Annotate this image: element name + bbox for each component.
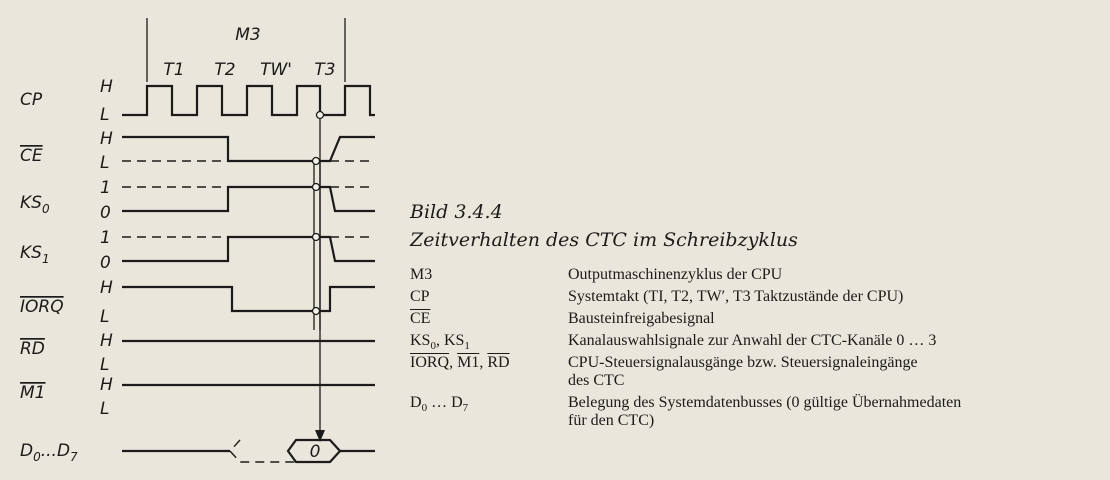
data-bus-undefined <box>230 440 296 462</box>
legend <box>410 266 1100 434</box>
legend-desc: Bausteinfreigabesignal <box>568 310 715 327</box>
state-t3: T3 <box>314 60 336 80</box>
state-t2: T2 <box>214 60 236 80</box>
legend-row-cp <box>410 288 1100 306</box>
cp-waveform <box>122 86 375 115</box>
signal-m1-label: M1 <box>20 383 46 403</box>
state-tw: TW' <box>260 60 292 80</box>
legend-desc: Belegung des Systemdatenbusses (0 gültige Übernahmedaten für den CTC) <box>568 394 962 429</box>
m1-level-low: L <box>100 399 110 419</box>
signal-cp-label: CP <box>20 90 43 110</box>
legend-desc: CPU-Steuersignalausgänge bzw. Steuersignaleingänge des CTC <box>568 354 918 389</box>
ks1-level-1: 1 <box>100 228 111 248</box>
ks0-sample-mark <box>313 184 320 191</box>
rd-level-high: H <box>100 331 113 351</box>
cp-level-low: L <box>100 105 110 125</box>
signal-iorq-label: IORQ <box>20 297 64 317</box>
legend-term: CP <box>410 288 430 305</box>
ce-level-low: L <box>100 153 110 173</box>
legend-term: M3 <box>410 266 433 283</box>
legend-row-ce <box>410 310 1100 328</box>
data-bus-value: 0 <box>309 442 321 462</box>
legend-row-m3 <box>410 266 1100 284</box>
legend-term: IORQ, M1, $\overline{RD}$ <box>410 354 510 371</box>
cycle-label: M3 <box>235 25 261 45</box>
signal-rd-label: RD <box>20 339 45 359</box>
legend-term: $D_0$ … $D_7$ <box>410 394 469 415</box>
figure-number: Bild 3.4.4 <box>410 201 503 223</box>
rd-level-low: L <box>100 355 110 375</box>
iorq-level-high: H <box>100 278 113 298</box>
legend-term: $\overline{CE}$ <box>410 310 431 327</box>
iorq-waveform <box>122 287 375 311</box>
ks1-waveform <box>122 237 375 261</box>
legend-desc: Systemtakt (TI, T2, TW′, T3 Taktzustände der CPU) <box>568 288 904 305</box>
signal-ks0-label: $KS_0$ <box>20 193 50 216</box>
ks1-level-0: 0 <box>100 253 111 273</box>
iorq-sample-mark <box>313 308 320 315</box>
ks0-level-1: 1 <box>100 178 111 198</box>
ks0-waveform <box>122 187 375 211</box>
m1-level-high: H <box>100 375 113 395</box>
figure-title: Zeitverhalten des CTC im Schreibzyklus <box>410 229 798 251</box>
ce-sample-mark <box>313 158 320 165</box>
ks0-level-0: 0 <box>100 203 111 223</box>
signal-ks1-label: $KS_1$ <box>20 243 50 266</box>
cp-level-high: H <box>100 77 113 97</box>
legend-row-data <box>410 394 1100 430</box>
ks1-sample-mark <box>313 234 320 241</box>
legend-row-control <box>410 354 1100 390</box>
state-t1: T1 <box>163 60 185 80</box>
signal-data-bus-label: $D_0...D_7$ <box>20 441 78 464</box>
iorq-level-low: L <box>100 307 110 327</box>
ce-waveform <box>122 137 375 161</box>
signal-ce-label: CE <box>20 146 43 166</box>
legend-row-ks <box>410 332 1100 353</box>
ce-level-high: H <box>100 129 113 149</box>
legend-term: $KS_0$, $KS_1$ <box>410 332 470 353</box>
legend-desc: Kanalauswahlsignale zur Anwahl der CTC-Kanäle 0 … 3 <box>568 332 937 349</box>
cp-sample-mark <box>317 112 324 119</box>
figure-caption <box>410 198 798 254</box>
legend-desc: Outputmaschinenzyklus der CPU <box>568 266 783 283</box>
